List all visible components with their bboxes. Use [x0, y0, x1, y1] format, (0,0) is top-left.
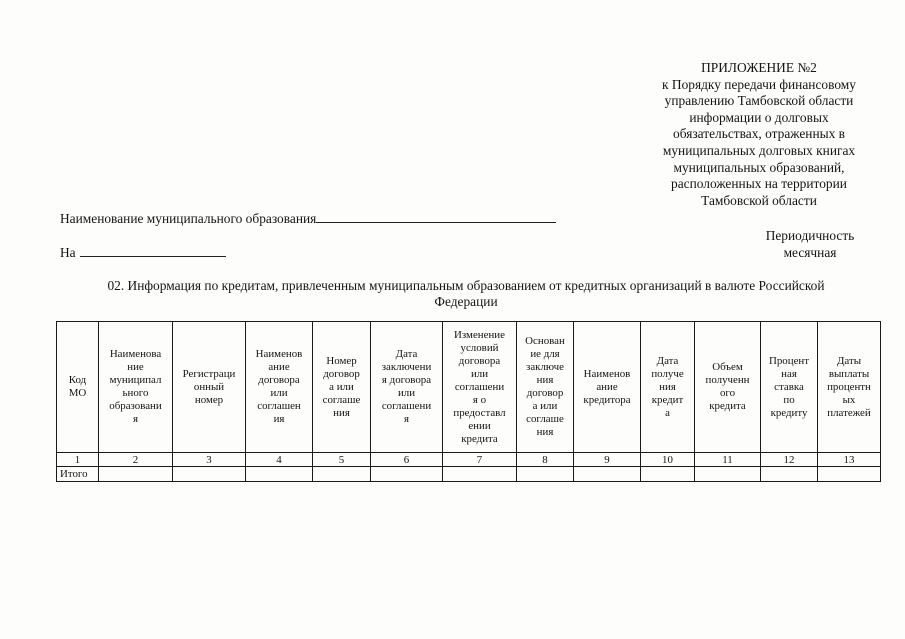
- column-header-line: Основан: [525, 335, 565, 347]
- column-header-line: условий: [460, 341, 499, 354]
- column-header-line: Наименова: [109, 348, 162, 360]
- column-header-line: полученн: [705, 374, 750, 386]
- appendix-line: муниципальных долговых книгах: [662, 142, 856, 158]
- column-header-line: соглашени: [454, 380, 505, 393]
- column-number: 9: [574, 453, 641, 467]
- column-header-line: номер: [194, 393, 224, 406]
- column-header-line: ние: [127, 361, 144, 373]
- municipality-name-field: [60, 209, 556, 227]
- column-number: 7: [443, 453, 517, 467]
- total-cell[interactable]: [761, 467, 818, 482]
- column-header-line: договора: [458, 354, 501, 367]
- column-header-line: кредиту: [770, 406, 808, 419]
- column-header: [818, 322, 881, 453]
- municipality-name-blank[interactable]: [316, 209, 556, 223]
- report-date-field: [60, 243, 226, 261]
- column-header-line: ого: [719, 387, 736, 399]
- column-number: 2: [99, 453, 173, 467]
- appendix-line: обязательствах, отраженных в: [673, 126, 845, 142]
- column-header-line: ьного: [122, 387, 149, 399]
- column-header-line: ание: [268, 361, 290, 373]
- column-header-line: ении: [468, 419, 491, 432]
- appendix-line: муниципальных образований,: [673, 159, 845, 175]
- column-header: [695, 322, 761, 453]
- column-number: 5: [313, 453, 371, 467]
- total-cell[interactable]: [313, 467, 371, 482]
- column-header: [641, 322, 695, 453]
- column-header-line: ния: [536, 426, 554, 438]
- column-header-line: Даты: [836, 354, 862, 367]
- column-number-row: [57, 453, 881, 467]
- column-header: [99, 322, 173, 453]
- column-header: [57, 322, 99, 453]
- municipality-name-label: Наименование муниципального образования: [60, 211, 317, 226]
- column-header-line: Дата: [656, 354, 679, 367]
- column-header-line: по: [783, 393, 795, 406]
- column-header-line: а или: [329, 380, 354, 393]
- column-header: [246, 322, 313, 453]
- column-header-line: договор: [323, 367, 360, 380]
- column-header-line: ия: [273, 413, 285, 425]
- table-header-row: [57, 322, 881, 453]
- column-number: 1: [57, 453, 99, 467]
- column-header-line: Наименов: [583, 367, 631, 380]
- column-header-line: соглаше: [526, 413, 564, 425]
- column-header-line: или: [470, 367, 489, 380]
- section-title-line: 02. Информация по кредитам, привлеченным муниципальным образованием от кредитных организаций в валюте Российской: [107, 278, 825, 293]
- column-header-line: ния: [659, 380, 676, 393]
- column-header: [173, 322, 246, 453]
- column-header-line: Номер: [326, 354, 357, 367]
- column-header-line: ых: [842, 393, 856, 406]
- column-header-line: договор: [526, 387, 564, 399]
- column-header-line: муниципал: [109, 374, 162, 386]
- periodicity-block: [740, 228, 880, 261]
- column-header-line: я договора: [381, 374, 432, 386]
- column-header-line: я: [132, 413, 138, 425]
- total-label: Итого: [57, 467, 99, 482]
- column-header-line: Код: [68, 374, 87, 386]
- section-title-line: Федерации: [434, 294, 498, 310]
- column-number: 8: [517, 453, 574, 467]
- periodicity-label: Периодичность: [765, 228, 855, 243]
- column-header-line: кредитора: [583, 393, 631, 406]
- column-header-line: Изменение: [454, 328, 505, 341]
- column-number: 3: [173, 453, 246, 467]
- total-cell[interactable]: [371, 467, 443, 482]
- total-row: [57, 467, 881, 482]
- total-cell[interactable]: [517, 467, 574, 482]
- column-header-line: соглаше: [322, 393, 361, 406]
- column-header: [371, 322, 443, 453]
- total-cell[interactable]: [695, 467, 761, 482]
- column-header: [761, 322, 818, 453]
- appendix-heading: ПРИЛОЖЕНИЕ №2: [701, 60, 817, 75]
- column-header-line: Дата: [395, 348, 418, 360]
- column-header-line: ставка: [774, 380, 804, 393]
- column-header-line: онный: [193, 380, 225, 393]
- column-header: [443, 322, 517, 453]
- column-header-line: Регистраци: [182, 367, 236, 380]
- column-header-line: выплаты: [828, 367, 870, 380]
- column-header-line: МО: [68, 387, 87, 399]
- column-header-line: Наименов: [255, 348, 303, 360]
- total-cell[interactable]: [99, 467, 173, 482]
- column-header-line: соглашени: [381, 400, 432, 412]
- column-header-line: ание: [596, 380, 618, 393]
- column-number: 4: [246, 453, 313, 467]
- appendix-block: [636, 60, 882, 209]
- column-header-line: Объем: [712, 361, 743, 373]
- column-header-line: ие для: [530, 348, 560, 360]
- column-header: [313, 322, 371, 453]
- column-header: [574, 322, 641, 453]
- column-header-line: заключени: [381, 361, 432, 373]
- column-header-line: ния: [333, 406, 350, 419]
- appendix-line: Тамбовской области: [701, 192, 817, 208]
- column-header-line: а: [665, 406, 670, 419]
- column-header-line: ная: [781, 367, 797, 380]
- column-header-line: я о: [472, 393, 487, 406]
- periodicity-value: месячная: [783, 244, 837, 260]
- column-header-line: или: [397, 387, 416, 399]
- column-header-line: или: [270, 387, 288, 399]
- column-header-line: заключе: [526, 361, 564, 373]
- total-cell[interactable]: [246, 467, 313, 482]
- column-header-line: Процент: [768, 354, 809, 367]
- appendix-line: расположенных на территории: [671, 176, 847, 192]
- column-number: 6: [371, 453, 443, 467]
- column-header: [517, 322, 574, 453]
- appendix-line: управлению Тамбовской области: [664, 93, 854, 109]
- column-number: 13: [818, 453, 881, 467]
- credits-table: [56, 321, 881, 482]
- column-number: 11: [695, 453, 761, 467]
- column-header-line: получе: [651, 367, 684, 380]
- report-date-label: На: [60, 245, 76, 260]
- total-cell[interactable]: [641, 467, 695, 482]
- column-header-line: я: [403, 413, 409, 425]
- column-number: 12: [761, 453, 818, 467]
- total-cell[interactable]: [818, 467, 881, 482]
- appendix-line: к Порядку передачи финансовому: [662, 76, 856, 92]
- column-header-line: кредита: [461, 432, 498, 445]
- column-header-line: предоставл: [453, 406, 506, 419]
- column-header-line: соглашен: [257, 400, 301, 412]
- column-header-line: кредит: [651, 393, 684, 406]
- column-header-line: ния: [536, 374, 554, 386]
- appendix-line: информации о долговых: [689, 109, 829, 125]
- column-number: 10: [641, 453, 695, 467]
- column-header-line: договора: [258, 374, 300, 386]
- column-header-line: образовани: [109, 400, 162, 412]
- column-header-line: процентн: [827, 380, 871, 393]
- total-cell[interactable]: [574, 467, 641, 482]
- column-header-line: а или: [532, 400, 558, 412]
- report-date-blank[interactable]: [80, 243, 226, 257]
- section-title: [60, 278, 872, 311]
- total-cell[interactable]: [443, 467, 517, 482]
- total-cell[interactable]: [173, 467, 246, 482]
- column-header-line: кредита: [709, 400, 746, 412]
- column-header-line: платежей: [827, 406, 871, 419]
